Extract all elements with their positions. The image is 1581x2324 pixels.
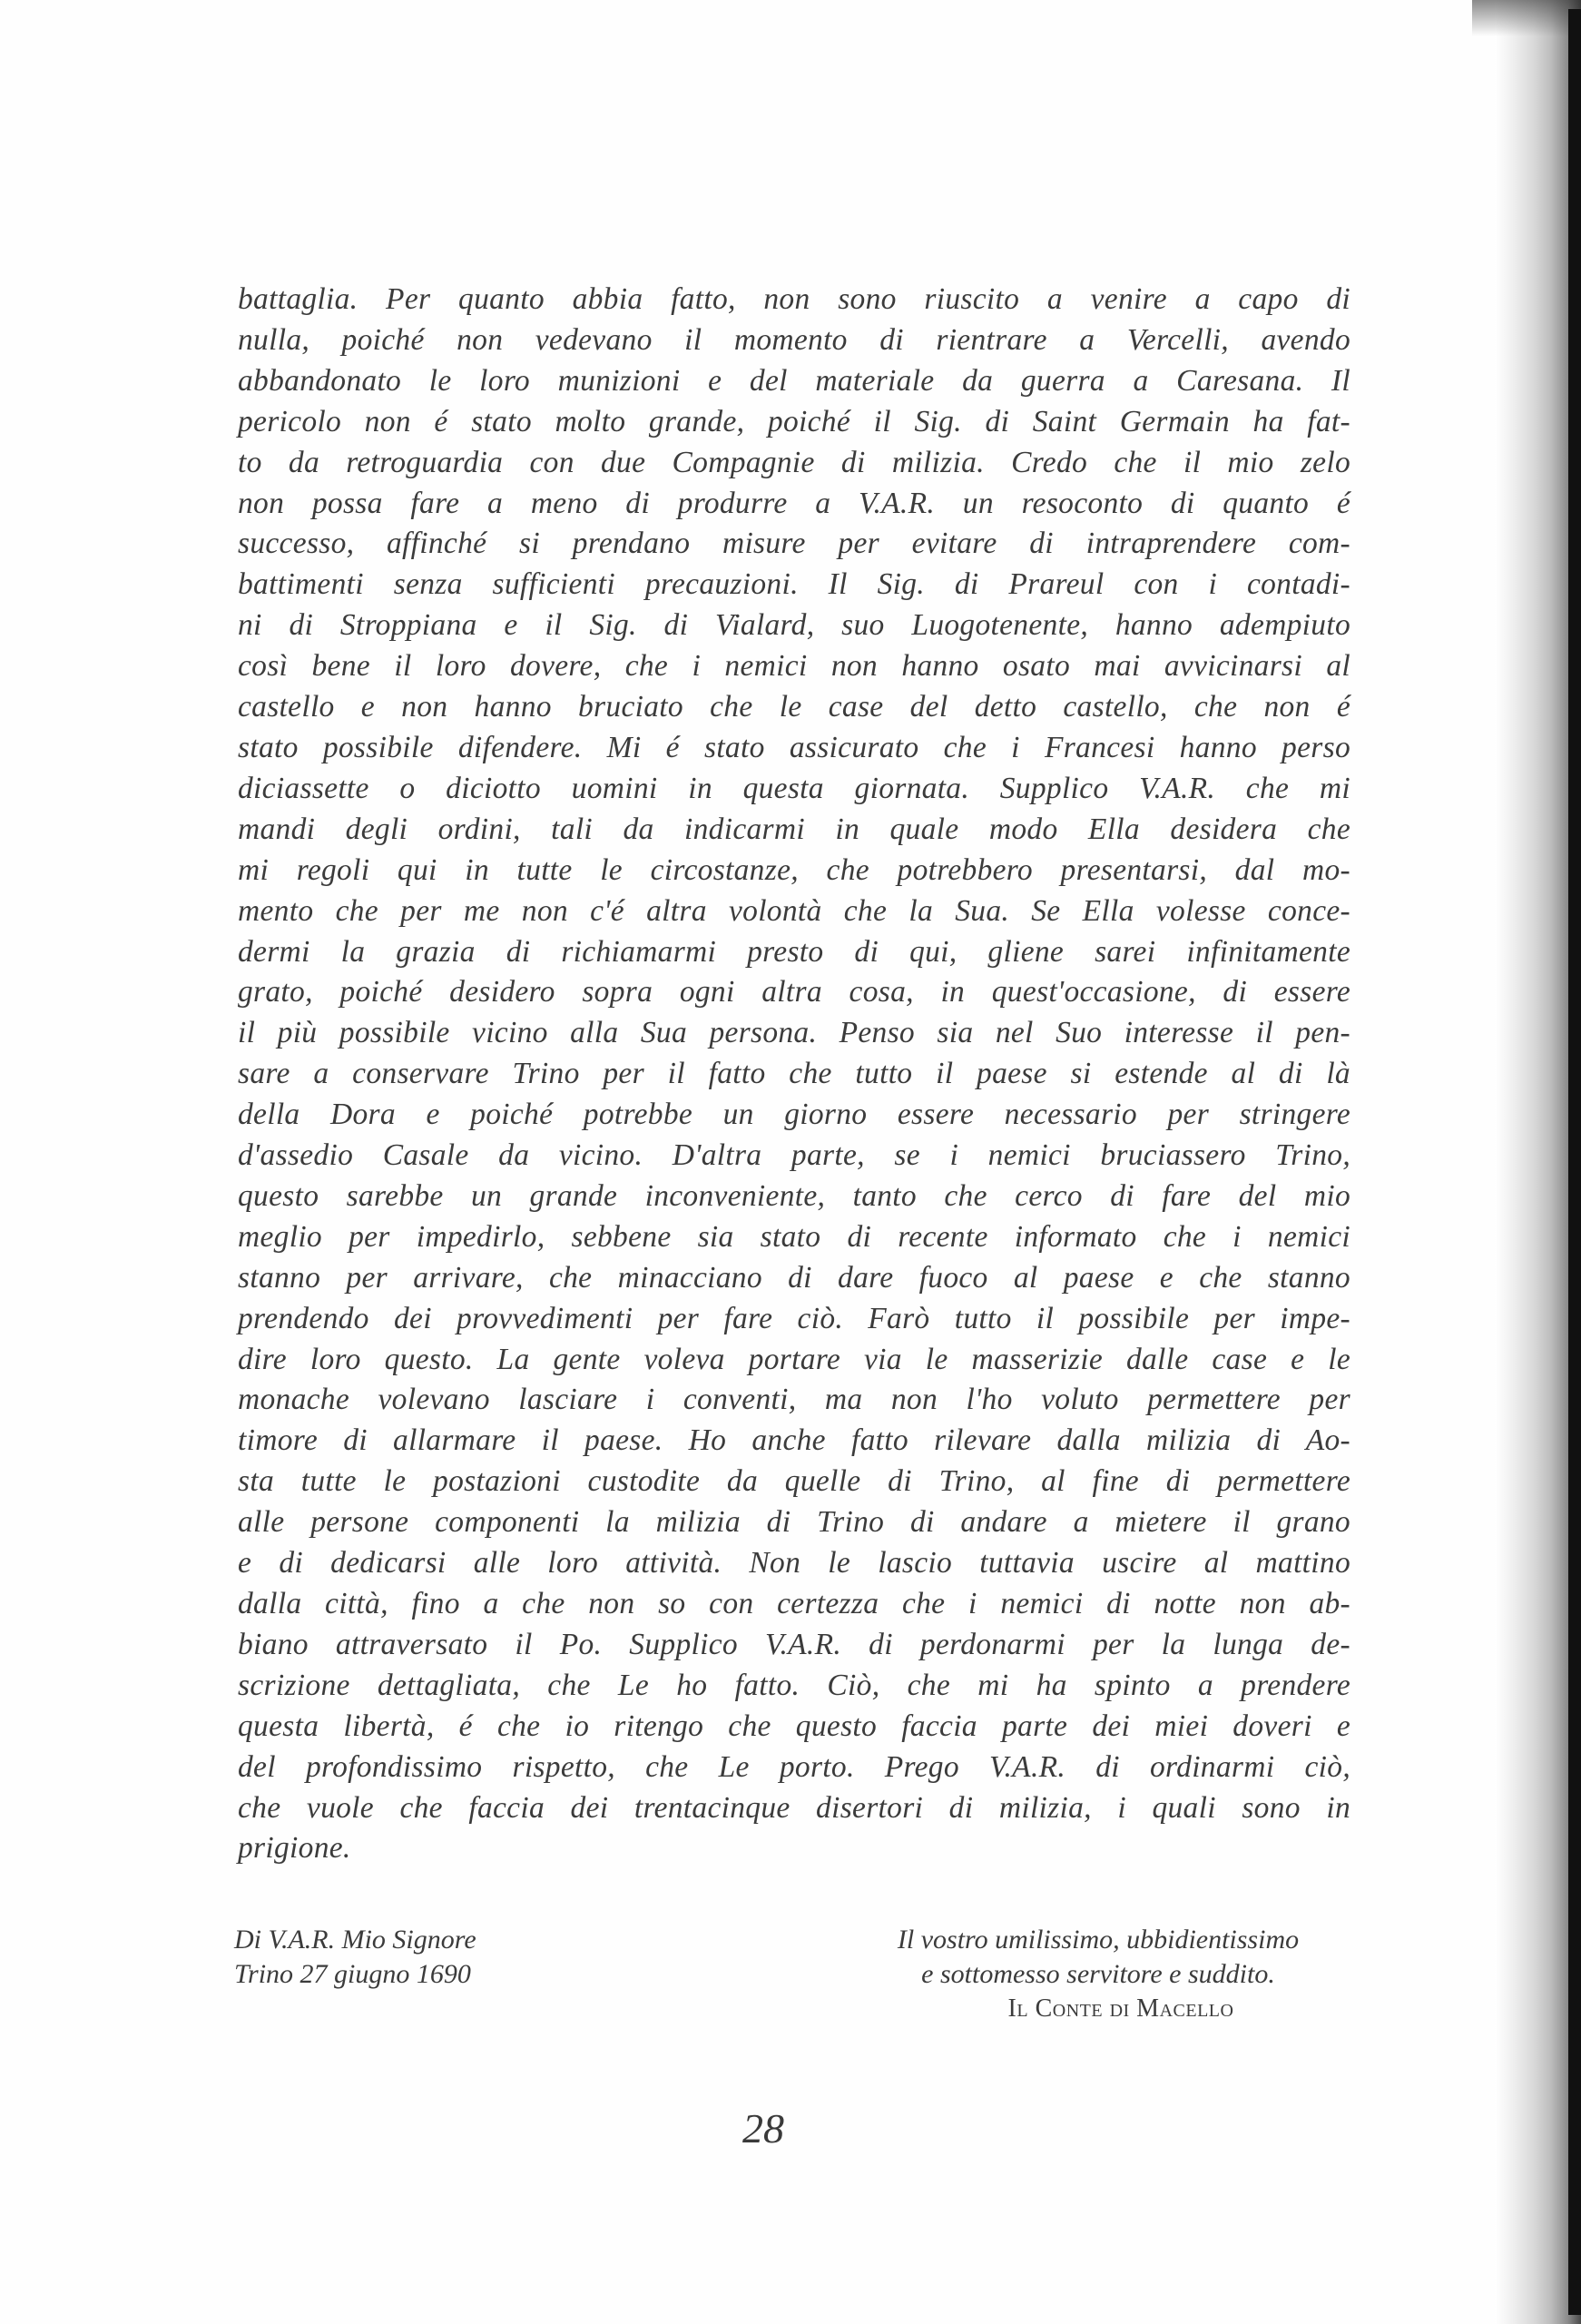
text-line: della Dora e poiché potrebbe un giorno essere necessario per stringere [238, 1098, 1350, 1132]
text-line: grato, poiché desidero sopra ogni altra cosa, in quest'occasione, di essere [238, 975, 1350, 1009]
dateline [234, 1923, 476, 1992]
text-line: del profondissimo rispetto, che Le porto. Prego V.A.R. di ordinarmi ciò, [238, 1749, 1350, 1784]
text-line: scrizione dettagliata, che Le ho fatto. Ciò, che mi ha spinto a prendere [238, 1668, 1350, 1702]
text-line: ni di Stroppiana e il Sig. di Vialard, suo Luogotenente, hanno adempiuto [238, 608, 1350, 643]
text-line: battimenti senza sufficienti precauzioni. Il Sig. di Prareul con i contadi- [238, 567, 1350, 602]
text-line: castello e non hanno bruciato che le case del detto castello, che non é [238, 690, 1350, 724]
text-line: stato possibile difendere. Mi é stato assicurato che i Francesi hanno perso [238, 730, 1350, 764]
text-line: successo, affinché si prendano misure per evitare di intraprendere com- [238, 527, 1350, 561]
text-line: meglio per impedirlo, sebbene sia stato di recente informato che i nemici [238, 1219, 1350, 1254]
letter-body [238, 280, 1350, 1869]
text-line: il più possibile vicino alla Sua persona. Penso sia nel Suo interesse il pen- [238, 1016, 1350, 1050]
valediction-line: e sottomesso servitore e suddito. [921, 1959, 1275, 1989]
text-line: così bene il loro dovere, che i nemici non hanno osato mai avvicinarsi al [238, 649, 1350, 684]
text-line: pericolo non é stato molto grande, poiché il Sig. di Saint Germain ha fat- [238, 404, 1350, 438]
text-line: mandi degli ordini, tali da indicarmi in quale modo Ella desidera che [238, 812, 1350, 846]
signature: Il Conte di Macello [1007, 1994, 1234, 2023]
text-line: alle persone componenti la milizia di Trino di andare a mietere il grano [238, 1505, 1350, 1540]
text-line: dermi la grazia di richiamarmi presto di qui, gliene sarei infinitamente [238, 934, 1350, 969]
text-line: abbandonato le loro munizioni e del materiale da guerra a Caresana. Il [238, 363, 1350, 398]
text-line: battaglia. Per quanto abbia fatto, non sono riuscito a venire a capo di [238, 282, 1350, 316]
text-line: to da retroguardia con due Compagnie di milizia. Credo che il mio zelo [238, 445, 1350, 479]
book-spine-shadow-top [1472, 0, 1581, 36]
salutation: Di V.A.R. Mio Signore [234, 1925, 476, 1955]
book-binding-edge [1568, 9, 1581, 2315]
text-line: sare a conservare Trino per il fatto che tutto il paese si estende al di là [238, 1057, 1350, 1091]
text-line: sta tutte le postazioni custodite da quelle di Trino, al fine di permettere [238, 1464, 1350, 1499]
text-line: dalla città, fino a che non so con certezza che i nemici di notte non ab- [238, 1587, 1350, 1620]
text-line: non possa fare a meno di produrre a V.A.R. un resoconto di quanto é [238, 486, 1350, 520]
page-number: 28 [742, 2105, 784, 2152]
text-line: nulla, poiché non vedevano il momento di rientrare a Vercelli, avendo [238, 322, 1350, 357]
text-line: mento che per me non c'é altra volontà che la Sua. Se Ella volesse conce- [238, 893, 1350, 928]
text-line: questa libertà, é che io ritengo che questo faccia parte dei miei doveri e [238, 1709, 1350, 1743]
text-line: monache volevano lasciare i conventi, ma non l'ho voluto permettere per [238, 1383, 1350, 1417]
text-line: diciassette o diciotto uomini in questa giornata. Supplico V.A.R. che mi [238, 771, 1350, 805]
valediction [817, 1923, 1380, 2026]
text-line: biano attraversato il Po. Supplico V.A.R. di perdonarmi per la lunga de- [238, 1627, 1350, 1661]
text-line: prigione. [238, 1831, 351, 1866]
place-date: Trino 27 giugno 1690 [234, 1959, 471, 1989]
valediction-line: Il vostro umilissimo, ubbidientissimo [897, 1925, 1300, 1955]
text-line: d'assedio Casale da vicino. D'altra parte, se i nemici bruciassero Trino, [238, 1138, 1350, 1173]
text-line: e di dedicarsi alle loro attività. Non le lascio tuttavia uscire al mattino [238, 1546, 1350, 1581]
text-line: prendendo dei provvedimenti per fare ciò. Farò tutto il possibile per impe- [238, 1301, 1350, 1335]
text-line: timore di allarmare il paese. Ho anche fatto rilevare dalla milizia di Ao- [238, 1423, 1350, 1458]
text-line: che vuole che faccia dei trentacinque disertori di milizia, i quali sono in [238, 1790, 1350, 1825]
text-line: mi regoli qui in tutte le circostanze, che potrebbero presentarsi, dal mo- [238, 852, 1350, 887]
text-line: stanno per arrivare, che minacciano di dare fuoco al paese e che stanno [238, 1260, 1350, 1295]
text-line: questo sarebbe un grande inconveniente, tanto che cerco di fare del mio [238, 1178, 1350, 1213]
text-line: dire loro questo. La gente voleva portare via le masserizie dalle case e le [238, 1342, 1350, 1376]
